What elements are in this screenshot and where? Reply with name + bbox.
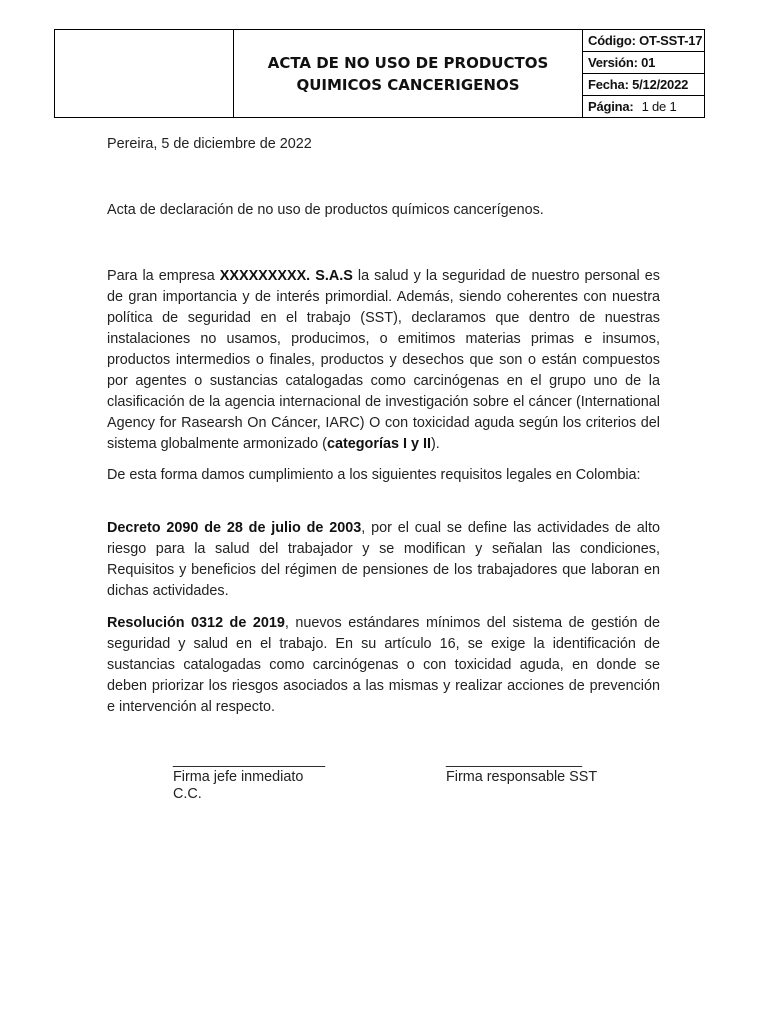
signature-left-line: ___________________	[173, 752, 326, 768]
signature-left-label: Firma jefe inmediato	[173, 769, 304, 785]
pagina-value: 1 de 1	[641, 99, 677, 114]
logo-placeholder	[55, 30, 234, 118]
signature-left-cc: C.C.	[173, 786, 202, 802]
declaration-intro: Para la empresa	[107, 268, 220, 284]
pagina-label: Página:	[588, 99, 634, 114]
signature-right	[446, 752, 597, 786]
paragraph-resolucion	[107, 613, 660, 718]
signature-right-line: _________________	[446, 752, 583, 768]
codigo-field: Código: OT-SST-17	[583, 30, 705, 52]
paragraph-declaration	[107, 266, 660, 455]
paragraph-compliance: De esta forma damos cumplimiento a los siguientes requisitos legales en Colombia:	[107, 467, 641, 483]
place-date: Pereira, 5 de diciembre de 2022	[107, 136, 312, 152]
declaration-text: la salud y la seguridad de nuestro personal es de gran importancia y de interés primordial. Además, siendo coherentes con nuestra política de seguridad en el trabajo (SST), declaramos que dentro de nuestras instalaciones no usamos, producimos, o emitimos materias primas e insumos, productos intermedios o finales, productos y desechos que son o están compuestos por agentes o sustancias catalogadas como carcinógenas en el grupo uno de la clasificación de la agencia internacional de investigación sobre el cáncer (International Agency for Rasearsh On Cáncer, IARC) O con toxicidad aguda según los criterios del sistema globalmente armonizado (	[107, 268, 660, 452]
categories-text: categorías I y II	[326, 436, 431, 452]
decreto-title: Decreto 2090 de 28 de julio de 2003	[107, 520, 362, 536]
fecha-field: Fecha: 5/12/2022	[583, 74, 705, 96]
declaration-end: ).	[430, 436, 440, 452]
resolucion-text: , nuevos estándares mínimos del sistema de gestión de seguridad y salud en el trabajo. En su artículo 16, se exige la identificación de sustancias catalogadas como carcinógenas o con toxicidad aguda, en donde se deben priorizar los riesgos asociados a las mismas y realizar acciones de prevención e intervención al respecto.	[107, 615, 660, 715]
version-field: Versión: 01	[583, 52, 705, 74]
resolucion-title: Resolución 0312 de 2019	[107, 615, 285, 631]
company-name: XXXXXXXXX. S.A.S	[219, 268, 353, 284]
title-line-2: QUIMICOS CANCERIGENOS	[296, 75, 520, 94]
signature-right-label: Firma responsable SST	[446, 769, 598, 785]
signature-left	[173, 752, 325, 803]
subject-line: Acta de declaración de no uso de productos químicos cancerígenos.	[107, 202, 544, 218]
document-header	[54, 29, 705, 118]
pagina-field	[583, 96, 705, 118]
title-line-1: ACTA DE NO USO DE PRODUCTOS	[267, 53, 549, 72]
document-title	[234, 30, 583, 118]
decreto-text: , por el cual se define las actividades de alto riesgo para la salud del trabajador y se modifican y señalan las condiciones, Requisitos y beneficios del régimen de pensiones de los trabajadores que laboran en dichas actividades.	[107, 520, 660, 599]
paragraph-decreto	[107, 518, 660, 602]
